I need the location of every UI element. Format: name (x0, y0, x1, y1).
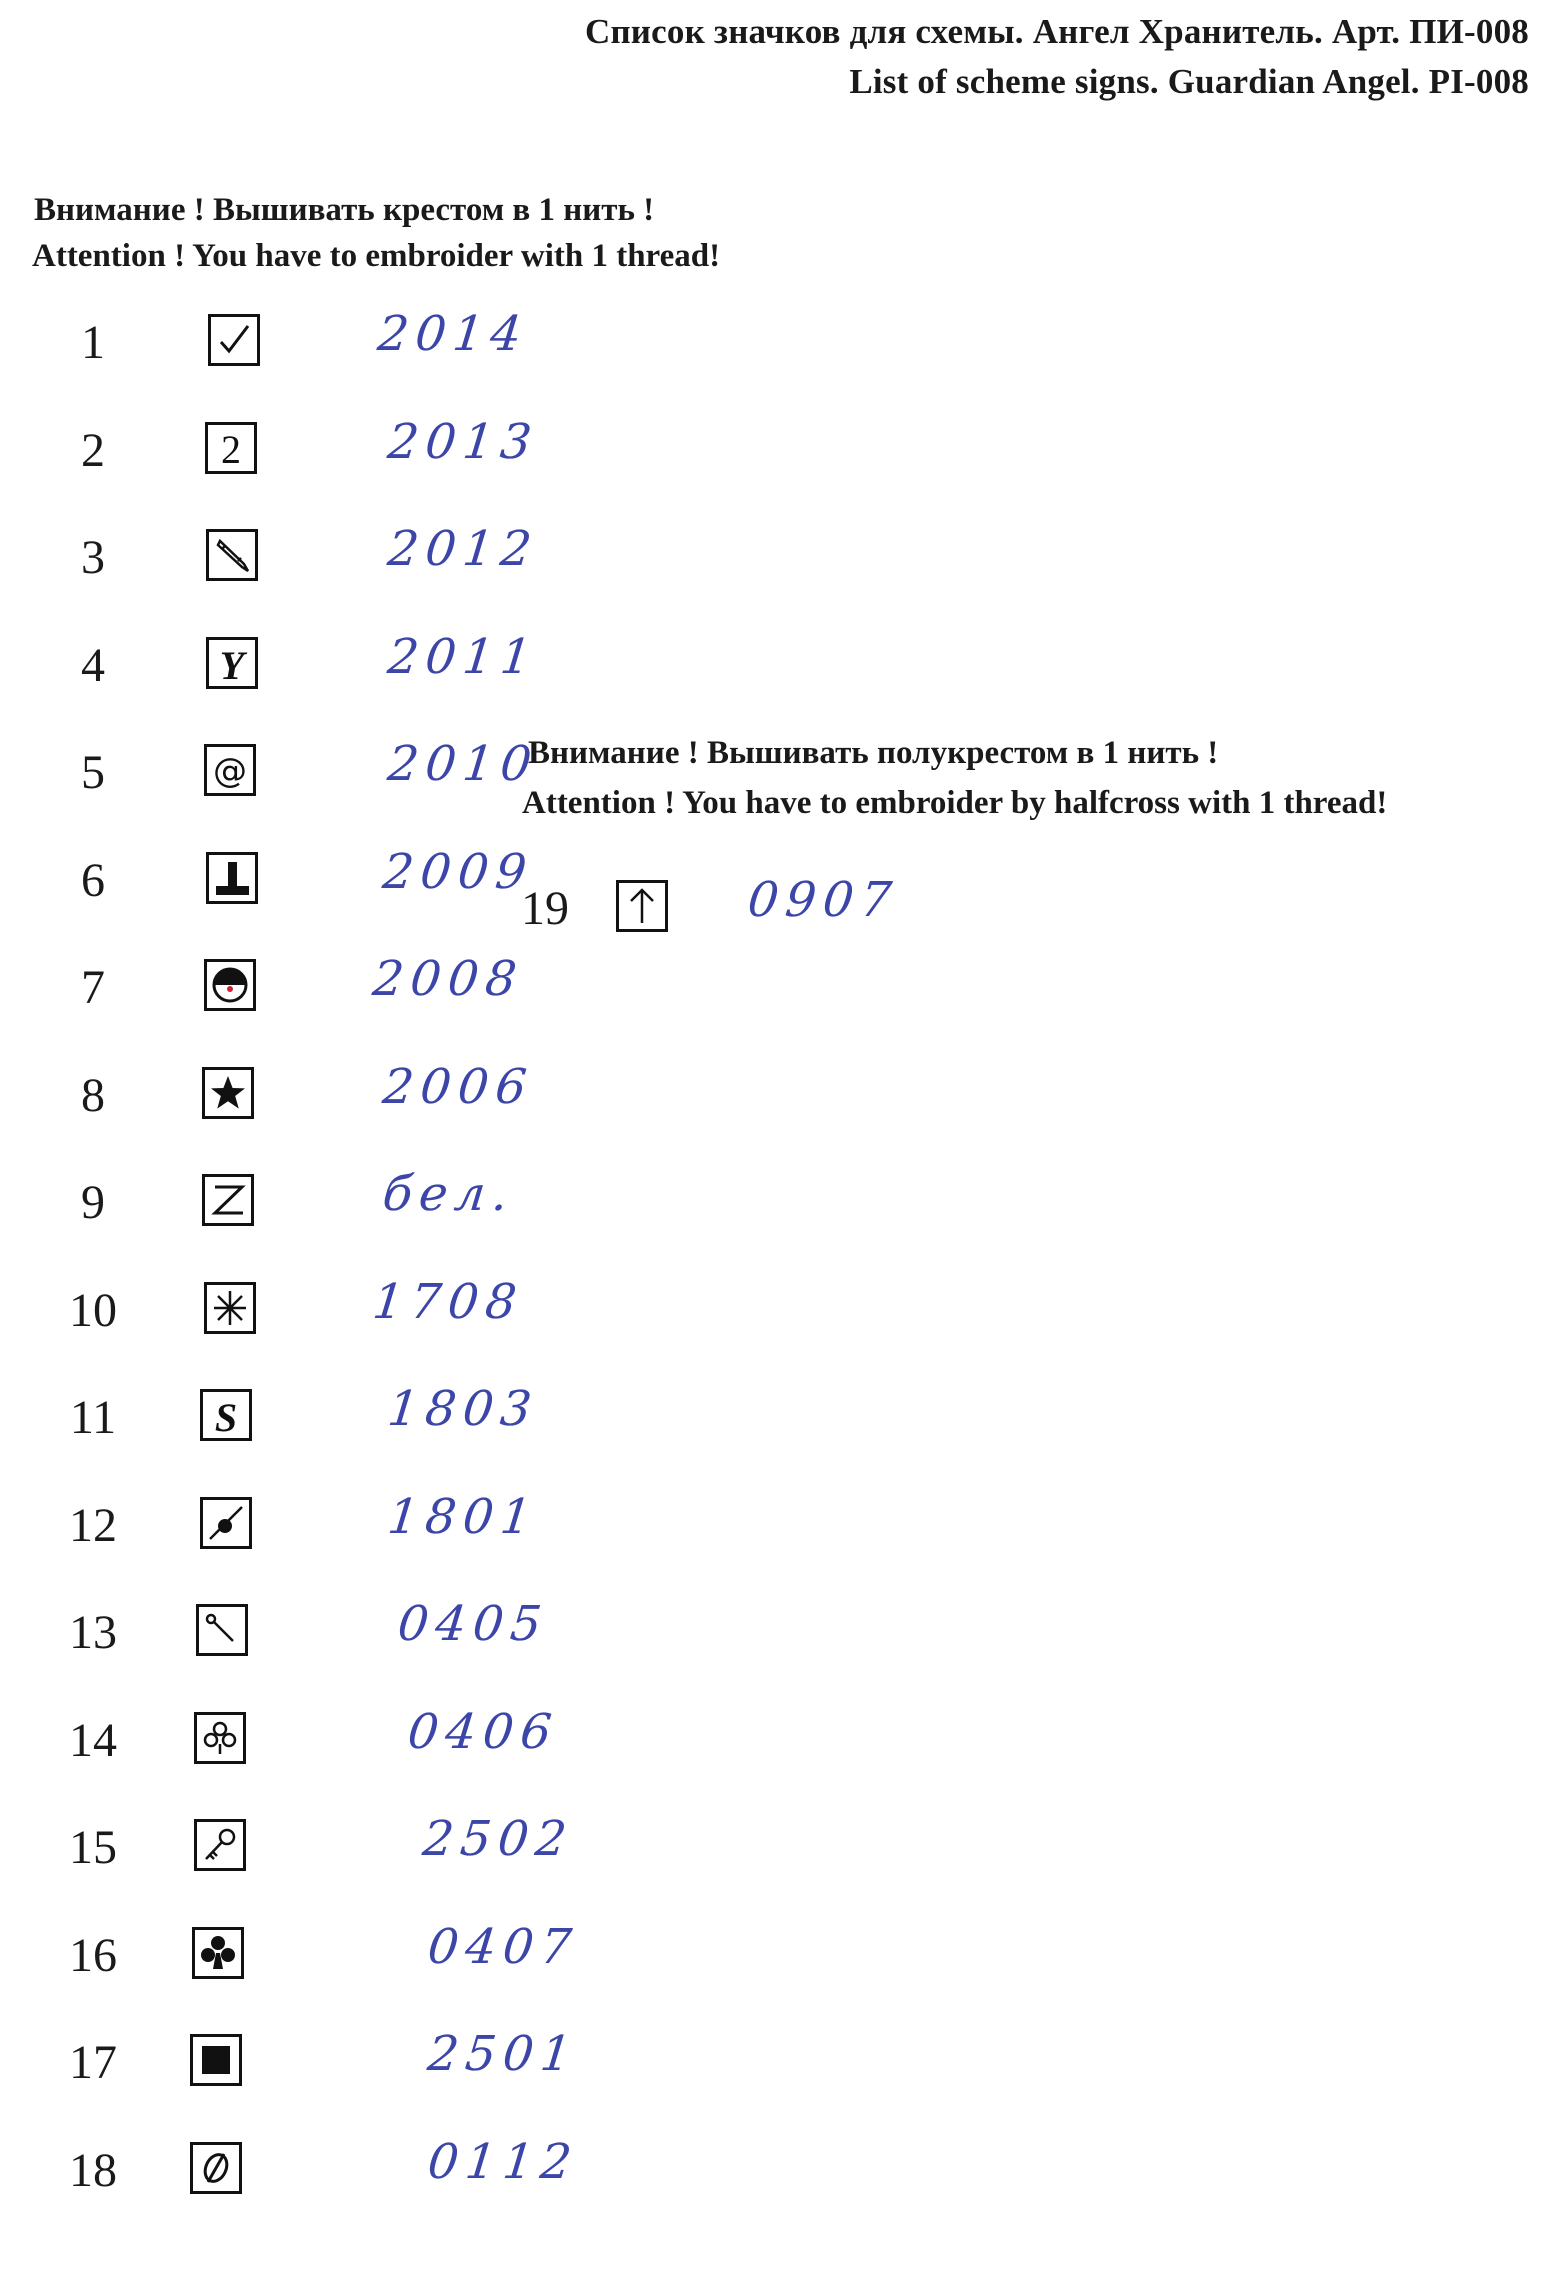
key-icon (194, 1819, 246, 1871)
thread-code: 0407 (425, 1918, 582, 1975)
svg-text:2: 2 (221, 426, 241, 470)
row-number: 7 (81, 961, 105, 1014)
row-number: 9 (81, 1176, 105, 1229)
row-number: 4 (81, 638, 105, 692)
row-number: 18 (69, 2143, 117, 2197)
svg-text:S: S (214, 1395, 238, 1437)
arrow-up-icon (616, 880, 668, 932)
thread-code: 2009 (380, 843, 537, 900)
row-number: 5 (81, 746, 105, 799)
thread-code: бел. (380, 1166, 518, 1222)
page-title-en: List of scheme signs. Guardian Angel. PI-008 (849, 62, 1529, 101)
notice-half-cross-ru: Внимание ! Вышивать полукрестом в 1 нить ! (528, 735, 1219, 771)
letter-s-icon (200, 1389, 252, 1441)
row-number: 6 (81, 853, 105, 907)
inverted-t-icon (206, 852, 258, 904)
thread-code: 2011 (385, 628, 542, 685)
star-icon (202, 1067, 254, 1119)
row-number: 12 (69, 1498, 117, 1552)
asterisk-icon (204, 1282, 256, 1334)
pin-icon (196, 1604, 248, 1656)
letter-z-icon (202, 1174, 254, 1226)
row-number: 2 (81, 423, 105, 477)
thread-code: 1801 (385, 1488, 542, 1545)
at-sign-icon (204, 744, 256, 796)
notice-half-cross-en: Attention ! You have to embroider by halfcross with 1 thread! (522, 785, 1388, 821)
notice-full-cross-en: Attention ! You have to embroider with 1 thread! (32, 238, 721, 274)
row-number: 14 (69, 1713, 117, 1767)
notice-full-cross-ru: Внимание ! Вышивать крестом в 1 нить ! (34, 192, 655, 228)
thread-code: 0112 (425, 2133, 582, 2190)
row-number: 11 (69, 1391, 117, 1444)
row-number: 8 (81, 1068, 105, 1122)
half-filled-circle-icon (204, 959, 256, 1011)
row-number: 1 (81, 316, 105, 369)
thread-code: 0907 (745, 872, 902, 928)
clover-outline-icon (194, 1712, 246, 1764)
thread-code: 1708 (370, 1273, 527, 1330)
thread-code: 2502 (420, 1811, 577, 1867)
club-icon (192, 1927, 244, 1979)
thread-code: 2008 (370, 951, 527, 1007)
thread-code: 0406 (405, 1703, 562, 1760)
row-number: 19 (521, 882, 569, 935)
thread-code: 2014 (375, 306, 532, 362)
row-number: 17 (69, 2036, 117, 2089)
row-number: 15 (69, 1821, 117, 1874)
thread-code: 1803 (385, 1381, 542, 1437)
diagonal-dot-icon (200, 1497, 252, 1549)
thread-code: 2501 (425, 2026, 582, 2082)
checkmark-icon (208, 314, 260, 366)
thread-code: 2013 (385, 413, 542, 470)
row-number: 13 (69, 1606, 117, 1659)
thread-code: 2012 (385, 521, 542, 577)
row-number: 3 (81, 531, 105, 584)
page-title-ru: Список значков для схемы. Ангел Хранитель. Арт. ПИ-008 (584, 12, 1529, 51)
thread-code: 0405 (395, 1596, 552, 1652)
pencil-icon (206, 529, 258, 581)
digit-two-icon (205, 422, 257, 474)
row-number: 16 (69, 1928, 117, 1982)
svg-text:@: @ (213, 751, 247, 791)
svg-text:Y: Y (219, 642, 245, 685)
thread-code: 2006 (380, 1058, 537, 1115)
filled-square-icon (190, 2034, 242, 2086)
row-number: 10 (69, 1283, 117, 1337)
zero-slash-icon (190, 2142, 242, 2194)
letter-y-icon (206, 637, 258, 689)
thread-code: 2010 (385, 736, 542, 792)
